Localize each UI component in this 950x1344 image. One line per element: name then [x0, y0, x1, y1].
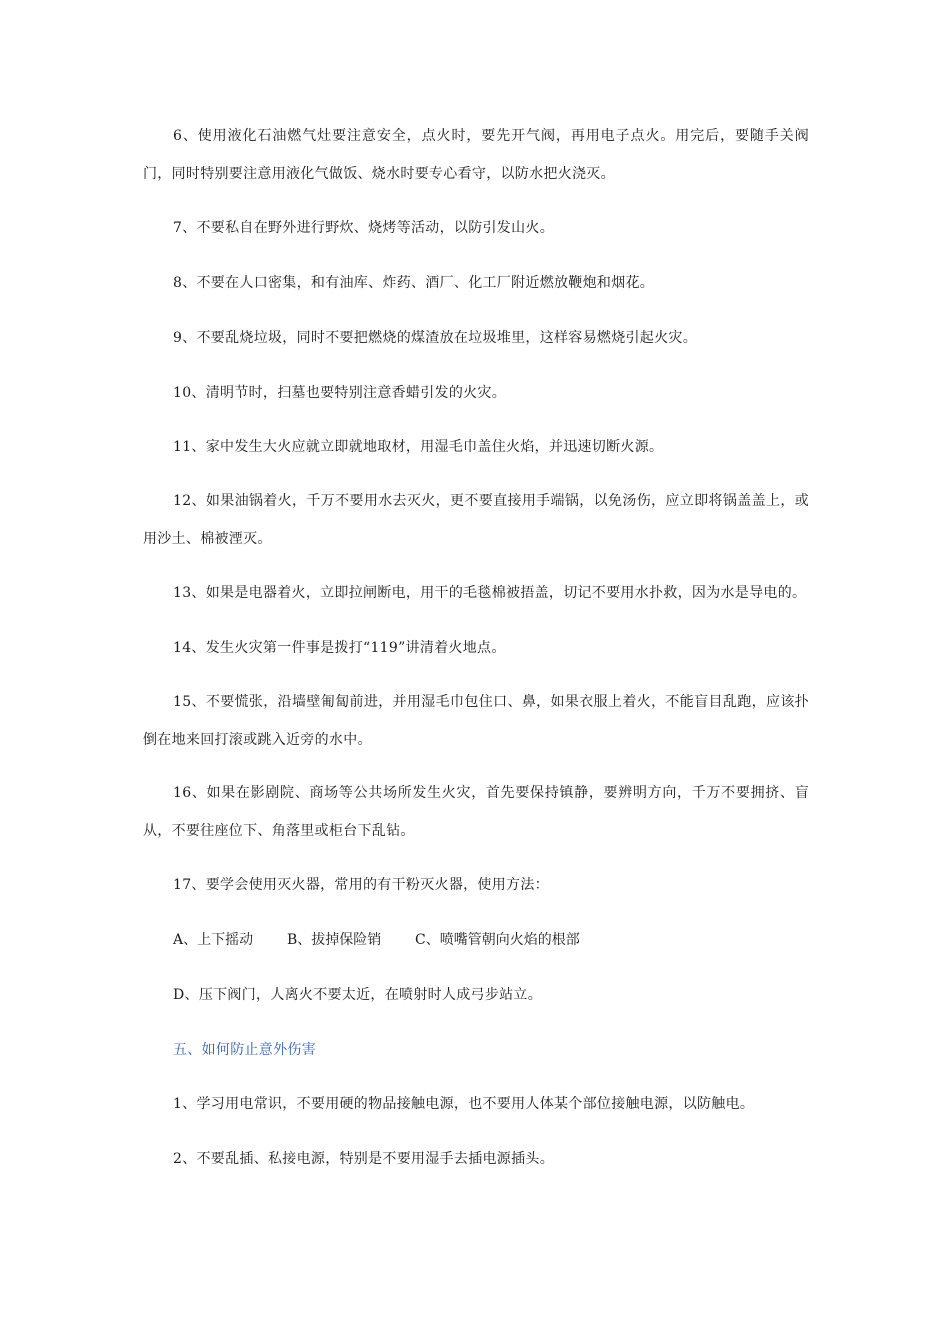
section-heading: 五、如何防止意外伤害 — [173, 1042, 316, 1058]
section-item-2: 2、不要乱插、私接电源，特别是不要用湿手去插电源插头。 — [173, 1151, 555, 1167]
step-d: D、压下阀门，人离火不要太近，在喷射时人成弓步站立。 — [173, 987, 543, 1003]
paragraph-11: 11、家中发生大火应就立即就地取材，用湿毛巾盖住火焰，并迅速切断火源。 — [173, 439, 664, 455]
paragraph-12: 12、如果油锅着火，千万不要用水去灭火，更不要直接用手端锅，以免汤伤，应立即将锅盖盖上，或用沙土、棉被湮灭。 — [143, 493, 809, 547]
paragraph-6: 6、使用液化石油燃气灶要注意安全，点火时，要先开气阀，再用电子点火。用完后，要随手关阀门，同时特别要注意用液化气做饭、烧水时要专心看守，以防水把火浇灭。 — [143, 128, 809, 182]
extinguisher-steps-abc — [173, 921, 580, 959]
paragraph-10: 10、清明节时，扫墓也要特别注意香蜡引发的火灾。 — [173, 385, 507, 401]
paragraph-8: 8、不要在人口密集，和有油库、炸药、酒厂、化工厂附近燃放鞭炮和烟花。 — [173, 275, 655, 291]
paragraph-14: 14、发生火灾第一件事是拨打“119”讲清着火地点。 — [173, 640, 506, 656]
paragraph-9: 9、不要乱烧垃圾，同时不要把燃烧的煤渣放在垃圾堆里，这样容易燃烧引起火灾。 — [173, 330, 698, 346]
step-b: B、拔掉保险销 — [287, 932, 382, 948]
section-item-1: 1、学习用电常识，不要用硬的物品接触电源，也不要用人体某个部位接触电源，以防触电。 — [173, 1096, 755, 1112]
paragraph-7: 7、不要私自在野外进行野炊、烧烤等活动，以防引发山火。 — [173, 220, 555, 236]
step-a: A、上下摇动 — [173, 932, 254, 948]
paragraph-13: 13、如果是电器着火，立即拉闸断电，用干的毛毯棉被捂盖，切记不要用水扑救，因为水是导电的。 — [173, 585, 807, 601]
paragraph-15: 15、不要慌张，沿墙壁匍匐前进，并用湿毛巾包住口、鼻，如果衣服上着火，不能盲目乱跑，应该扑倒在地来回打滚或跳入近旁的水中。 — [143, 694, 809, 748]
paragraph-16: 16、如果在影剧院、商场等公共场所发生火灾，首先要保持镇静，要辨明方向，千万不要拥挤、盲从，不要往座位下、角落里或柜台下乱钻。 — [143, 785, 809, 839]
paragraph-17: 17、要学会使用灭火器，常用的有干粉灭火器，使用方法： — [173, 877, 549, 893]
step-c: C、喷嘴管朝向火焰的根部 — [415, 932, 580, 948]
